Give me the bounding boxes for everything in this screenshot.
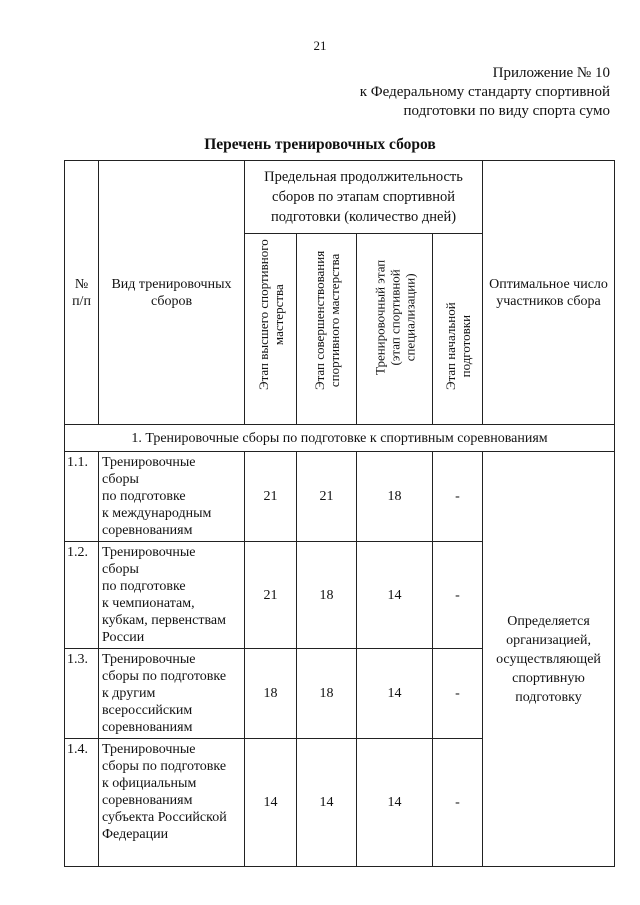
cell-value: 21	[245, 452, 297, 542]
appendix-header	[360, 64, 610, 121]
header-stage-improvement	[297, 234, 357, 425]
cell-value: -	[433, 739, 483, 867]
header-stage-higher	[245, 234, 297, 425]
cell-value: 18	[245, 649, 297, 739]
row-number: 1.3.	[65, 649, 99, 739]
cell-value: 14	[357, 649, 433, 739]
header-text: подготовки (количество дней)	[270, 209, 457, 225]
header-text: участников сбора	[496, 293, 601, 309]
header-optimal	[483, 161, 615, 425]
cell-value: 18	[297, 649, 357, 739]
header-text: специализации)	[402, 273, 417, 362]
cell-value: -	[433, 542, 483, 649]
cell-value: 14	[357, 542, 433, 649]
row-number: 1.1.	[65, 452, 99, 542]
header-text: №	[74, 276, 89, 292]
header-text: мастерства	[270, 284, 286, 346]
row-name: Тренировочные сборы по подготовке к другим всероссийским соревнованиям	[99, 649, 245, 739]
optimal-participants-note: Определяется организацией, осуществляющей спортивную подготовку	[483, 452, 615, 867]
cell-value: 14	[357, 739, 433, 867]
row-number: 1.2.	[65, 542, 99, 649]
cell-value: 21	[297, 452, 357, 542]
header-type	[99, 161, 245, 425]
header-stage-initial	[433, 234, 483, 425]
header-stage-training	[357, 234, 433, 425]
header-text: Оптимальное число	[489, 276, 608, 292]
appendix-line: к Федеральному стандарту спортивной	[359, 84, 610, 100]
header-text: Этап высшего спортивного	[255, 239, 271, 390]
header-text: Тренировочный этап	[372, 259, 387, 375]
section-heading: 1. Тренировочные сборы по подготовке к спортивным соревнованиям	[65, 425, 615, 452]
header-text: Этап начальной	[442, 302, 458, 390]
header-text: сборов по этапам спортивной	[271, 189, 456, 205]
header-text: (этап спортивной	[387, 269, 402, 366]
header-duration	[245, 161, 483, 234]
cell-value: -	[433, 452, 483, 542]
cell-value: -	[433, 649, 483, 739]
row-number: 1.4.	[65, 739, 99, 867]
header-text: п/п	[72, 293, 91, 309]
row-name: Тренировочные сборы по подготовке к международным соревнованиям	[99, 452, 245, 542]
cell-value: 18	[297, 542, 357, 649]
cell-value: 18	[357, 452, 433, 542]
document-title: Перечень тренировочных сборов	[204, 136, 436, 153]
cell-value: 14	[297, 739, 357, 867]
row-name: Тренировочные сборы по подготовке к чемпионатам, кубкам, первенствам России	[99, 542, 245, 649]
header-text: спортивного мастерства	[326, 253, 342, 388]
header-text: сборов	[150, 293, 193, 309]
training-camps-table	[64, 160, 615, 867]
page-number: 21	[313, 38, 327, 53]
header-text: Вид тренировочных	[111, 276, 232, 292]
appendix-line: Приложение № 10	[492, 65, 610, 81]
header-text: Предельная продолжительность	[264, 169, 463, 185]
header-text: Этап совершенствования	[311, 250, 327, 390]
cell-value: 21	[245, 542, 297, 649]
cell-value: 14	[245, 739, 297, 867]
header-num	[65, 161, 99, 425]
table-row	[65, 452, 615, 542]
appendix-line: подготовки по виду спорта сумо	[403, 103, 610, 119]
header-text: подготовки	[457, 314, 473, 378]
row-name: Тренировочные сборы по подготовке к официальным соревнованиям субъекта Российской Федерации	[99, 739, 245, 867]
